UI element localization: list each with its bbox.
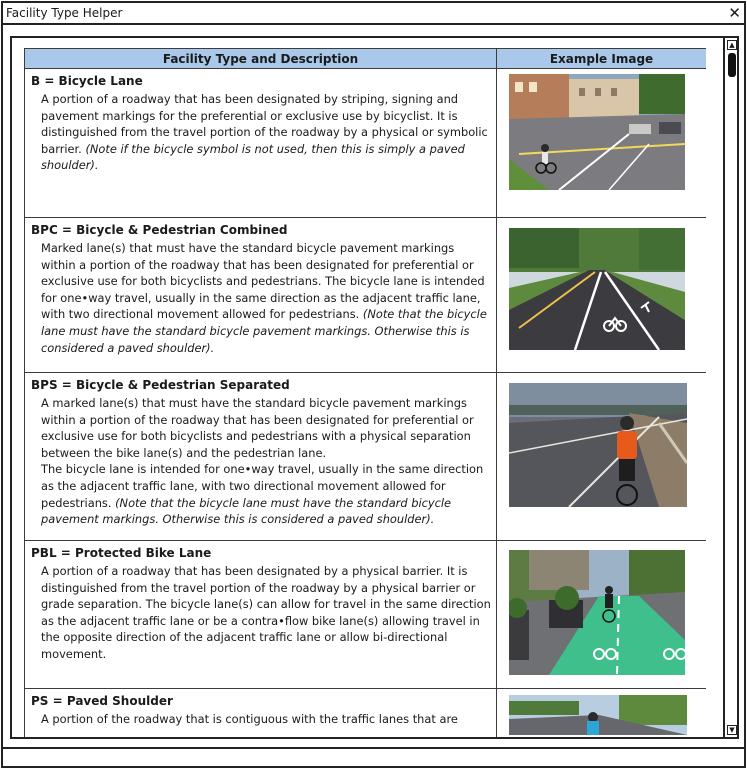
bicycle-lane-photo bbox=[509, 74, 685, 190]
description-text: A portion of the roadway that is contiguous with the traffic lanes that are bbox=[41, 712, 458, 726]
facility-table bbox=[24, 48, 706, 738]
protected-lane-photo bbox=[509, 550, 685, 675]
scroll-down-icon[interactable]: ▼ bbox=[727, 725, 737, 735]
image-cell bbox=[497, 541, 707, 689]
header-description: Facility Type and Description bbox=[25, 49, 497, 69]
separated-lane-photo bbox=[509, 383, 687, 507]
description-note: (Note that the bicycle lane must have the standard bicycle pavement markings. Otherwise this is considered a paved shoulder). bbox=[41, 495, 452, 527]
close-icon[interactable]: ✕ bbox=[728, 4, 741, 22]
description-cell bbox=[25, 689, 497, 739]
table-row bbox=[25, 373, 707, 541]
image-cell bbox=[497, 218, 707, 373]
facility-description bbox=[31, 91, 492, 174]
content-panel bbox=[10, 36, 739, 739]
vertical-scrollbar[interactable] bbox=[723, 38, 737, 737]
description-cell bbox=[25, 373, 497, 541]
table-row bbox=[25, 69, 707, 218]
description-note: (Note that the bicycle lane must have the standard bicycle pavement markings. Otherwise this is considered a paved shoulder). bbox=[41, 307, 487, 355]
description-text: A portion of a roadway that has been designated by a physical barrier. It is distinguished from the travel portion of the roadway by a physical barrier or grade separation. The bicycle lane(s) can allow for travel in the same direction as the adjacent traffic lane or be a contra•flow bike lane(s) allowing travel in the opposite direction of the adjacent traffic lane or allow bi-directional movement. bbox=[41, 564, 491, 661]
image-cell bbox=[497, 69, 707, 218]
header-example-image: Example Image bbox=[497, 49, 707, 69]
description-text: The bicycle lane is intended for one•way travel, usually in the same direction as the adjacent traffic lane, with two directional movement allowed for pedestrians. bbox=[41, 462, 484, 510]
title-bar bbox=[3, 3, 744, 25]
combined-lane-photo bbox=[509, 228, 685, 350]
description-text: A portion of a roadway that has been designated by striping, signing and pavement markings for the preferential or exclusive use by bicyclist. It is distinguished from the travel portion of the roadway by a physical or symbolic barrier. bbox=[41, 92, 488, 156]
facility-description bbox=[31, 563, 492, 663]
description-note: (Note if the bicycle symbol is not used, then this is simply a paved shoulder). bbox=[41, 141, 465, 173]
facility-code: PBL = Protected Bike Lane bbox=[31, 546, 212, 560]
facility-code: PS = Paved Shoulder bbox=[31, 694, 173, 708]
table-header-row bbox=[25, 49, 707, 69]
facility-description bbox=[31, 395, 492, 528]
image-cell bbox=[497, 689, 707, 739]
facility-type-helper-window bbox=[1, 1, 746, 768]
window-title: Facility Type Helper bbox=[6, 6, 123, 20]
facility-description bbox=[31, 711, 492, 728]
image-cell bbox=[497, 373, 707, 541]
facility-code: BPS = Bicycle & Pedestrian Separated bbox=[31, 378, 290, 392]
facility-code: B = Bicycle Lane bbox=[31, 74, 143, 88]
status-bar bbox=[3, 747, 744, 749]
description-cell bbox=[25, 541, 497, 689]
facility-description bbox=[31, 240, 492, 356]
scroll-up-icon[interactable]: ▲ bbox=[727, 40, 737, 50]
description-text: A marked lane(s) that must have the standard bicycle pavement markings within a portion of the roadway that has been designated for preferential or exclusive use for both bicyclists and pedestrians with a physical separation between the bike lane(s) and the pedestrian lane. bbox=[41, 396, 474, 460]
table-row bbox=[25, 218, 707, 373]
table-row bbox=[25, 689, 707, 739]
description-cell bbox=[25, 218, 497, 373]
facility-code: BPC = Bicycle & Pedestrian Combined bbox=[31, 223, 288, 237]
description-text: Marked lane(s) that must have the standard bicycle pavement markings within a portion of the roadway that has been designated for preferential or exclusive use for both bicyclists and pedestrians. The bicycle lane is intended for one•way travel, usually in the same direction as the adjacent traffic lane, with two directional movement allowed for pedestrians. bbox=[41, 241, 485, 322]
table-row bbox=[25, 541, 707, 689]
scrollbar-thumb[interactable] bbox=[728, 53, 736, 77]
table-scroll-area[interactable] bbox=[24, 48, 706, 738]
paved-shoulder-photo bbox=[509, 695, 687, 735]
description-cell bbox=[25, 69, 497, 218]
